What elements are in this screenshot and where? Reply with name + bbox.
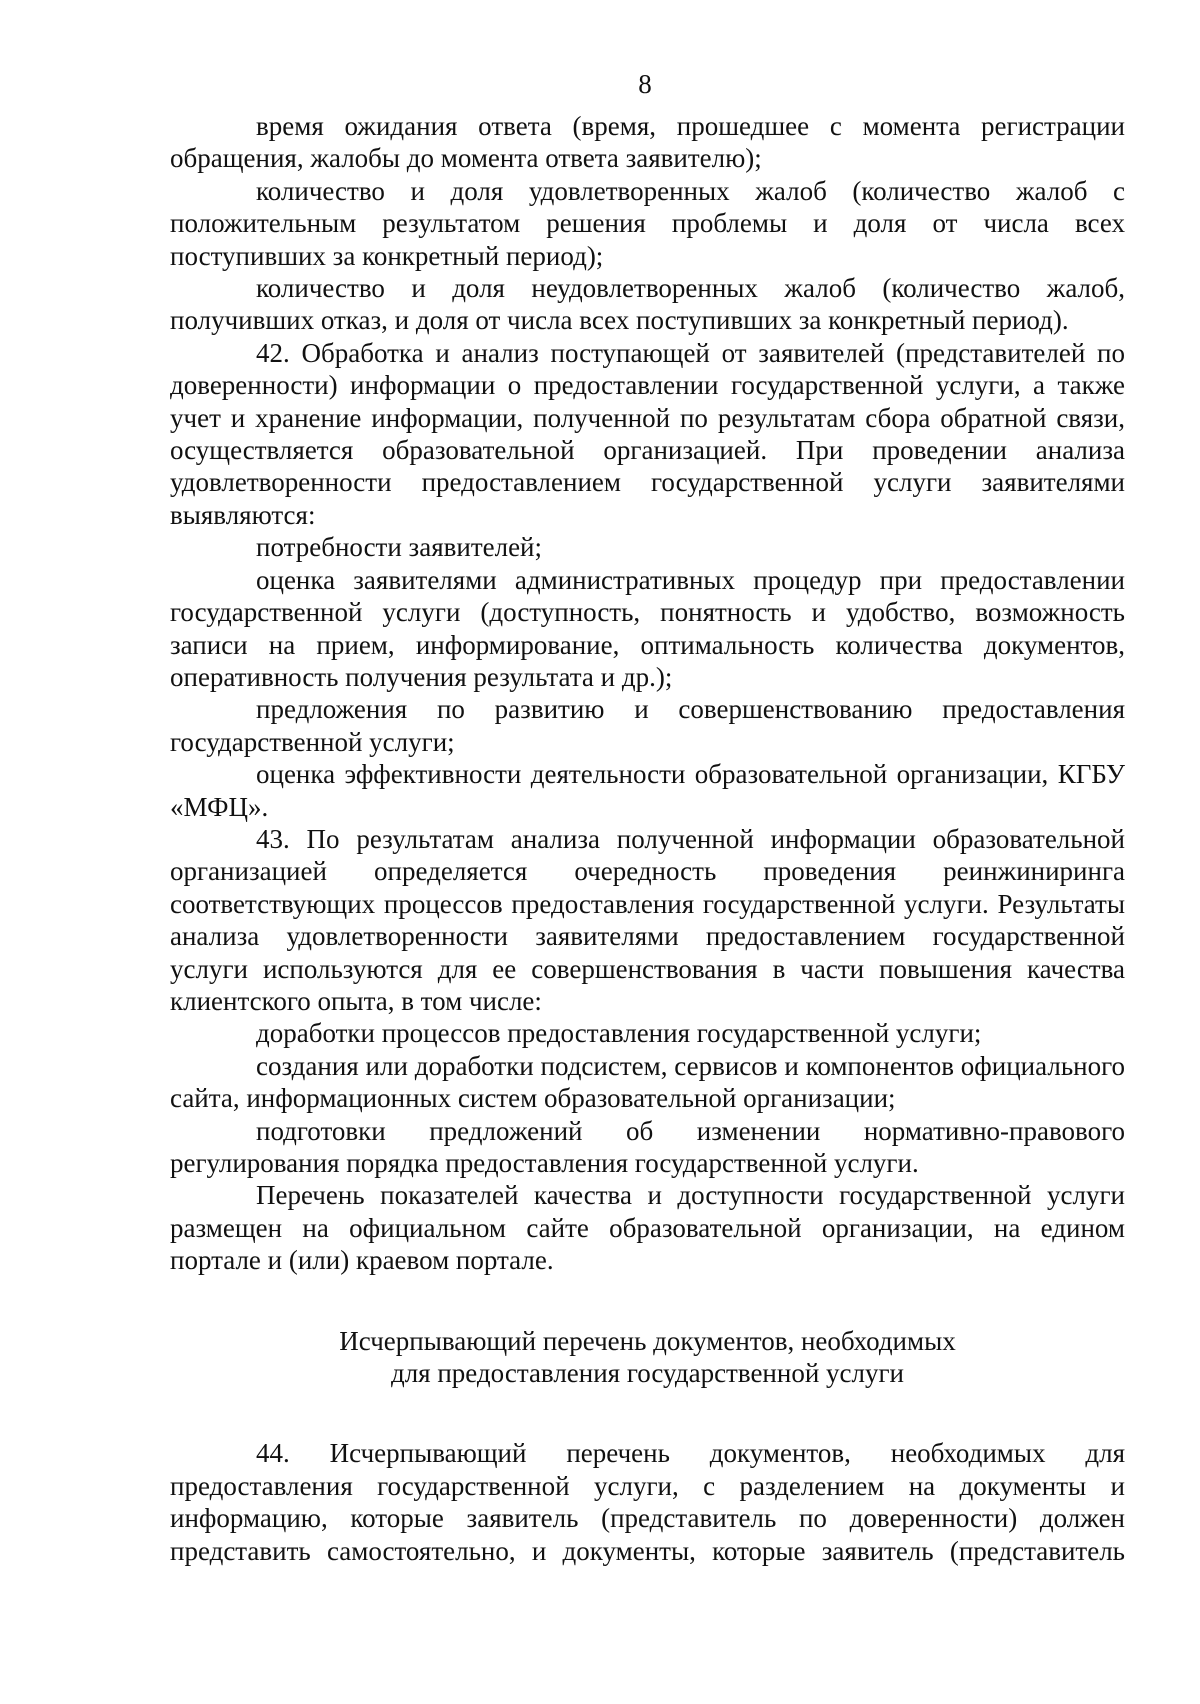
paragraph-42: 42. Обработка и анализ поступающей от заявителей (представителей по доверенности) информации о предоставлении государственной услуги, а также учет и хранение информации, полученной по результатам сбора обратной связи, осуществляется образовательной организацией. При проведении анализа удовлетворенности предоставлением государственной услуги заявителями выявляются: [170,337,1125,530]
paragraph-process-refinement: доработки процессов предоставления государственной услуги; [256,1018,982,1049]
section-heading [170,1325,1125,1390]
paragraph-regulation-proposals: подготовки предложений об изменении нормативно-правового регулирования порядка предоставления государственной услуги. [170,1115,1125,1178]
page-number: 8 [638,69,652,99]
paragraph-satisfied-complaints: количество и доля удовлетворенных жалоб (количество жалоб с положительным результатом решения проблемы и доля от числа всех поступивших за конкретный период); [170,175,1125,271]
paragraph-unsatisfied-complaints: количество и доля неудовлетворенных жалоб (количество жалоб, получивших отказ, и доля от числа всех поступивших за конкретный период). [170,273,1125,336]
paragraph-44: 44. Исчерпывающий перечень документов, необходимых для предоставления государственной услуги, с разделением на документы и информацию, которые заявитель (представитель по доверенности) должен представить самостоятельно, и документы, которые заявитель (представитель [170,1438,1125,1566]
section-heading-line-2: для предоставления государственной услуги [390,1358,905,1389]
paragraph-efficiency-assessment: оценка эффективности деятельности образовательной организации, КГБУ «МФЦ». [170,759,1125,822]
document-body [170,110,1125,1567]
paragraph-development-proposals: предложения по развитию и совершенствованию предоставления государственной услуги; [170,694,1125,757]
paragraph-43: 43. По результатам анализа полученной информации образовательной организацией определяется очередность проведения реинжиниринга соответствующих процессов предоставления государственной услуги. Результаты анализа удовлетворенности заявителями предоставлением государственной услуги используются для ее совершенствования в части повышения качества клиентского опыта, в том числе: [170,823,1125,1016]
paragraph-quality-indicators: Перечень показателей качества и доступности государственной услуги размещен на официальном сайте образовательной организации, на едином портале и (или) краевом портале. [170,1180,1125,1276]
paragraph-subsystems: создания или доработки подсистем, сервисов и компонентов официального сайта, информационных систем образовательной организации; [170,1050,1125,1114]
paragraph-applicant-needs: потребности заявителей; [256,532,543,563]
paragraph-procedure-assessment: оценка заявителями административных процедур при предоставлении государственной услуги (доступность, понятность и удобство, возможность записи на прием, информирование, оптимальность количества документов, оперативность получения результата и др.); [170,564,1125,692]
section-heading-line-1: Исчерпывающий перечень документов, необходимых [339,1325,956,1356]
paragraph-waiting-time: время ожидания ответа (время, прошедшее с момента регистрации обращения, жалобы до момента ответа заявителю); [170,111,1125,174]
